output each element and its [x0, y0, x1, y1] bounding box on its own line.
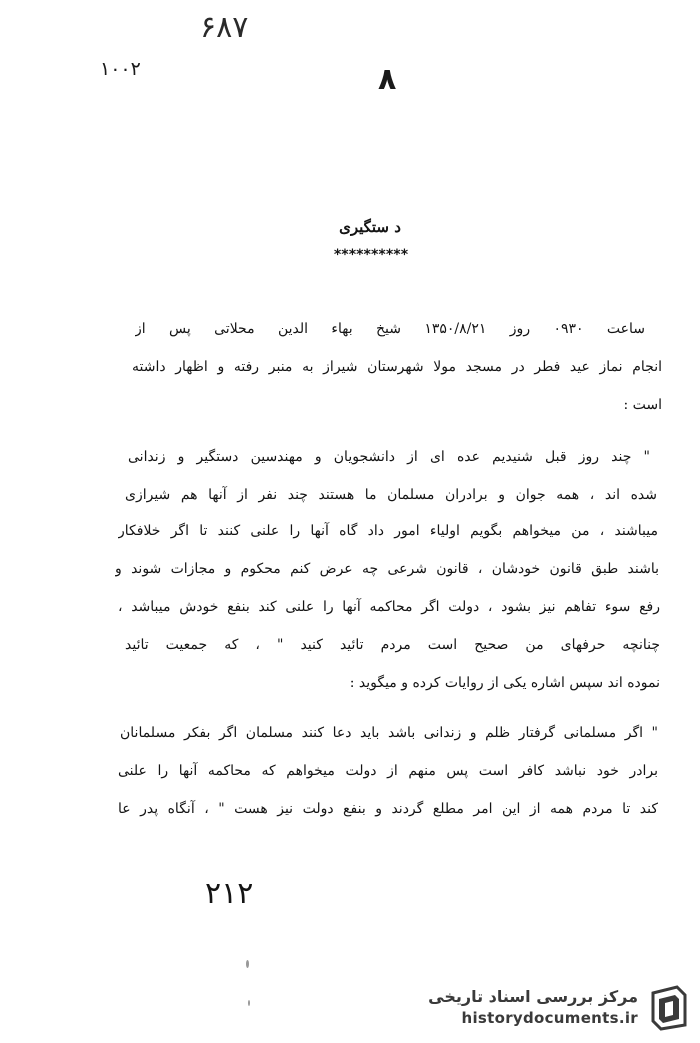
heading-underline: **********	[333, 247, 408, 263]
scan-speck	[246, 960, 249, 968]
body-line: ساعت ۰۹۳۰ روز ۱۳۵۰/۸/۲۱ شیخ بهاء الدین محلاتی پس از	[135, 321, 645, 337]
body-line: رفع سوء تفاهم نیز بشود ، دولت اگر محاکمه آنها را علنی کند بنفع خودش میباشد ،	[118, 599, 660, 615]
handwritten-bottom-number: ۲۱۲	[205, 876, 254, 911]
handwritten-top-note: ۶۸۷	[200, 10, 249, 45]
body-line: " اگر مسلمانی گرفتار ظلم و زندانی باشد باید دعا کنند مسلمان اگر بفکر مسلمانان	[120, 725, 658, 741]
document-heading: د ستگیری	[339, 218, 401, 236]
watermark-english: historydocuments.ir	[461, 1009, 638, 1027]
body-line: " چند روز قبل شنیدیم عده ای از دانشجویان و مهندسین دستگیر و زندانی	[128, 449, 650, 465]
scan-speck	[248, 1000, 250, 1006]
body-line: است :	[623, 397, 662, 413]
watermark-persian: مرکز بررسی اسناد تاریخی	[428, 987, 638, 1006]
body-line: چنانچه حرفهای من صحیح است مردم تائید کنید " ، که جمعیت تائید	[125, 637, 660, 653]
body-line: شده اند ، همه جوان و برادران مسلمان ما هستند چند نفر از آنها هم شیرازی	[125, 487, 657, 503]
body-line: برادر خود نباشد کافر است پس منهم از دولت میخواهم که محاکمه آنها را علنی	[118, 763, 658, 779]
body-line: میباشند ، من میخواهم بگویم اولیاء امور داد گاه آنها را علنی کنند تا اگر خلافکار	[118, 523, 658, 539]
body-line: نموده اند سپس اشاره یکی از روایات کرده و میگوید :	[349, 675, 660, 691]
archive-logo-icon	[647, 985, 691, 1031]
handwritten-reference-number: ۱۰۰۲	[100, 58, 141, 80]
watermark	[415, 985, 690, 1035]
body-line: انجام نماز عید فطر در مسجد مولا شهرستان شیراز به منبر رفته و اظهار داشته	[132, 359, 662, 375]
body-line: باشند طبق قانون خودشان ، قانون شرعی چه عرض کنم محکوم و مجازات شوند و	[115, 561, 659, 577]
page-number: ۸	[378, 62, 397, 97]
body-line: کند تا مردم همه از این امر مطلع گردند و بنفع دولت نیز هست " ، آنگاه پدر عا	[118, 801, 658, 817]
